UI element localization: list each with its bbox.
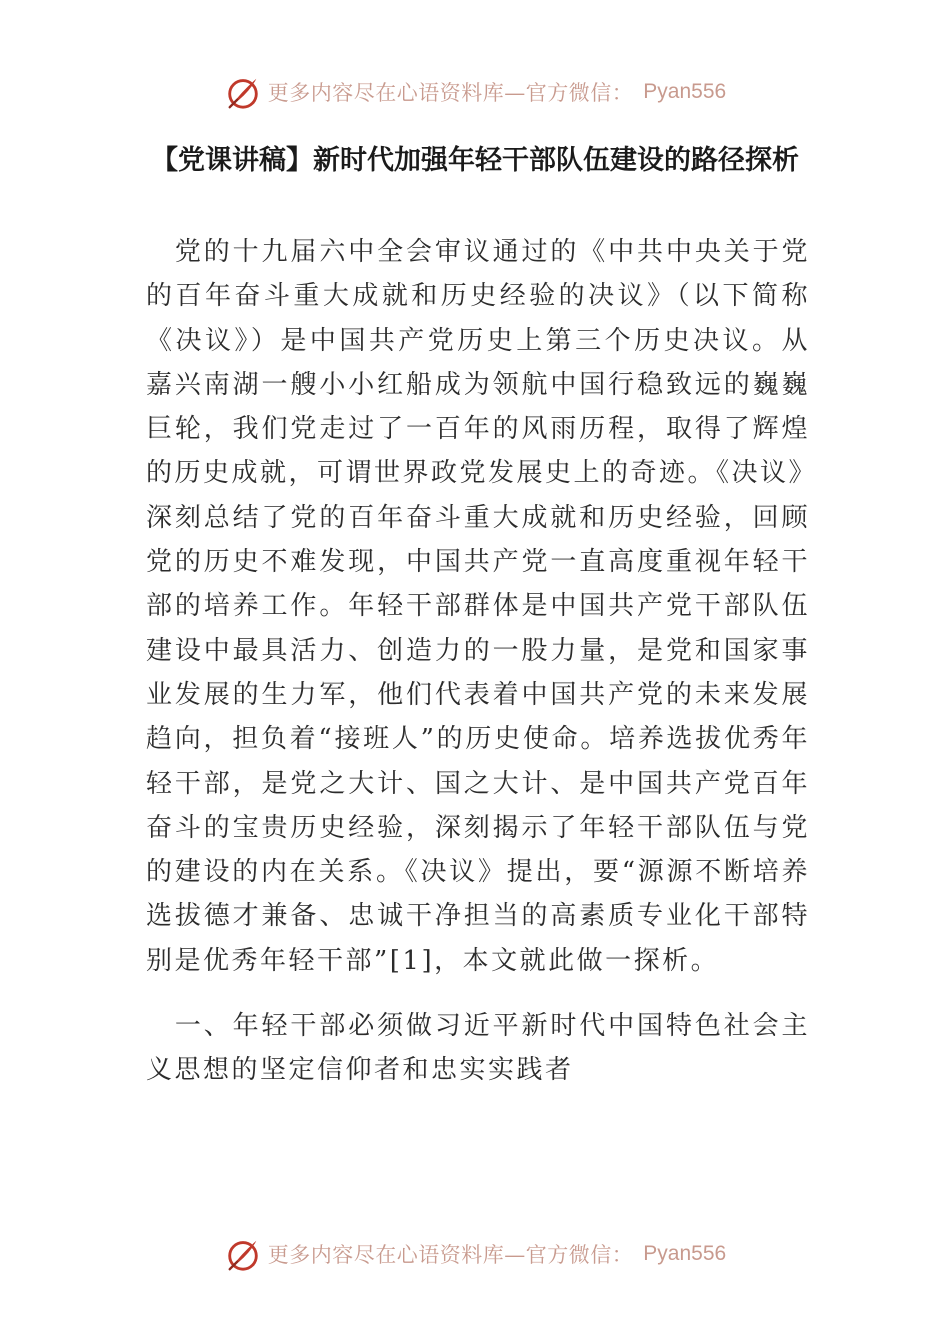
text-line: 建设中最具活力、创造力的一股力量，是党和国家事	[146, 635, 810, 666]
section-heading-1	[146, 1004, 810, 1093]
text-line: 的百年奋斗重大成就和历史经验的决议》（以下简称	[146, 281, 810, 312]
text-line: 业发展的生力军，他们代表着中国共产党的未来发展	[146, 679, 810, 710]
document-title: 【党课讲稿】新时代加强年轻干部队伍建设的路径探析	[151, 145, 799, 176]
text-line: 的历史成就，可谓世界政党发展史上的奇迹。《决议》	[146, 458, 818, 489]
text-line: 轻干部，是党之大计、国之大计、是中国共产党百年	[146, 768, 810, 799]
text-line: 党的历史不难发现，中国共产党一直高度重视年轻干	[146, 547, 810, 578]
quill-logo-icon	[224, 73, 262, 111]
header-watermark	[0, 70, 950, 114]
text-line: 奋斗的宝贵历史经验，深刻揭示了年轻干部队伍与党	[146, 812, 810, 843]
text-line: 义思想的坚定信仰者和忠实实践者	[146, 1055, 574, 1086]
text-line: 的建设的内在关系。《决议》提出，要“源源不断培养	[146, 857, 810, 888]
text-line: 一、年轻干部必须做习近平新时代中国特色社会主	[146, 1011, 810, 1041]
watermark-wechat-id: Pyan556	[643, 1242, 727, 1265]
footer-watermark	[0, 1232, 950, 1276]
watermark-text: 更多内容尽在心语资料库—官方微信：	[267, 81, 634, 105]
text-line: 《决议》）是中国共产党历史上第三个历史决议。从	[146, 325, 810, 356]
text-line: 党的十九届六中全会审议通过的《中共中央关于党	[146, 237, 810, 267]
quill-logo-icon	[224, 1235, 262, 1273]
watermark-wechat-id: Pyan556	[643, 80, 727, 103]
paragraph-intro	[146, 230, 818, 983]
text-line: 深刻总结了党的百年奋斗重大成就和历史经验，回顾	[146, 502, 810, 533]
text-line: 趋向，担负着“接班人”的历史使命。培养选拔优秀年	[146, 724, 810, 755]
text-line: 巨轮，我们党走过了一百年的风雨历程，取得了辉煌	[146, 414, 810, 445]
watermark-text: 更多内容尽在心语资料库—官方微信：	[267, 1243, 634, 1267]
text-line: 选拔德才兼备、忠诚干净担当的高素质专业化干部特	[146, 901, 810, 932]
text-line: 部的培养工作。年轻干部群体是中国共产党干部队伍	[146, 591, 810, 622]
text-line: 别是优秀年轻干部”[1]，本文就此做一探析。	[146, 945, 720, 976]
text-line: 嘉兴南湖一艘小小红船成为领航中国行稳致远的巍巍	[146, 369, 810, 400]
